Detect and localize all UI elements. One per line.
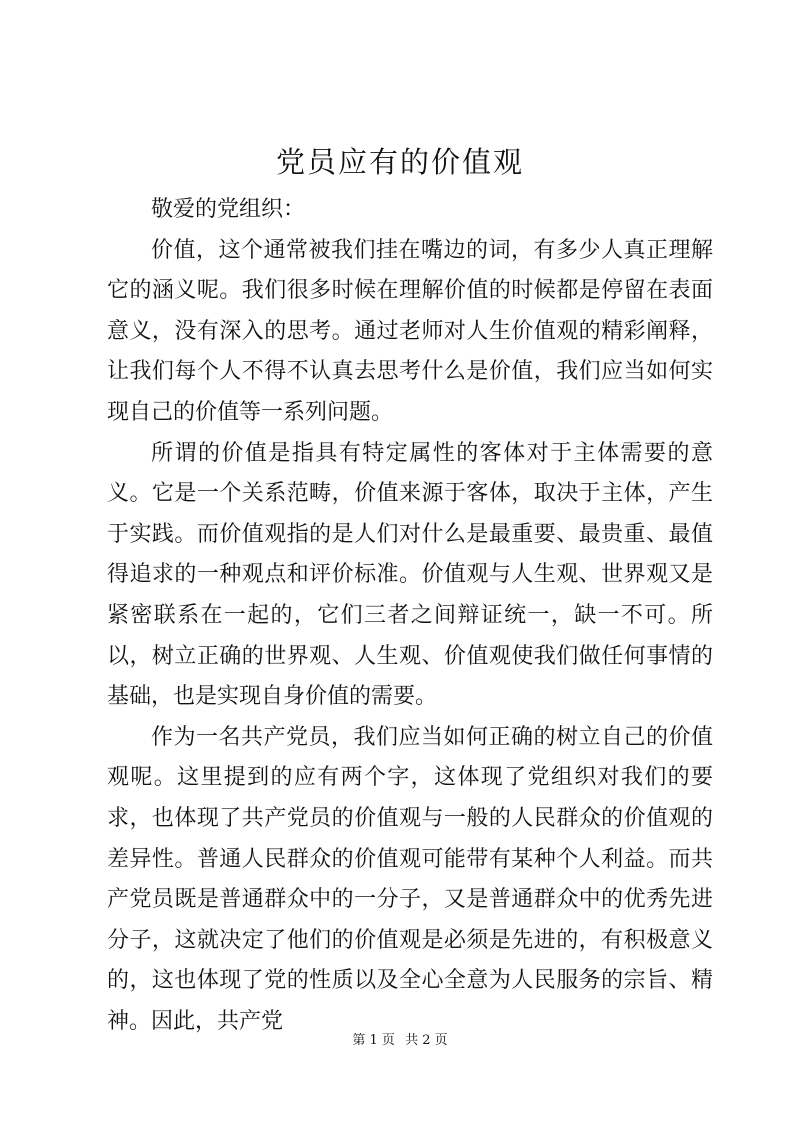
paragraph: 作为一名共产党员，我们应当如何正确的树立自己的价值观呢。这里提到的应有两个字，这体现了党组织对我们的要求，也体现了共产党员的价值观与一般的人民群众的价值观的差异性。普通人民群众的价值观可能带有某种个人利益。而共产党员既是普通群众中的一分子，又是普通群众中的优秀先进分子，这就决定了他们的价值观是必须是先进的，有积极意义的，这也体现了党的性质以及全心全意为人民服务的宗旨、精神。因此，共产党: [107, 724, 713, 1034]
page-number: 第 1 页: [352, 1033, 395, 1048]
page-footer: [0, 1031, 800, 1051]
document-body: [107, 190, 713, 1042]
paragraph: 所谓的价值是指具有特定属性的客体对于主体需要的意义。它是一个关系范畴，价值来源于客体，取决于主体，产生于实践。而价值观指的是人们对什么是最重要、最贵重、最值得追求的一种观点和评价标准。价值观与人生观、世界观又是紧密联系在一起的，它们三者之间辩证统一，缺一不可。所以，树立正确的世界观、人生观、价值观使我们做任何事情的基础，也是实现自身价值的需要。: [107, 440, 713, 710]
salutation: 敬爱的党组织：: [151, 197, 306, 222]
document-title: 党员应有的价值观: [275, 145, 524, 179]
paragraph: 价值，这个通常被我们挂在嘴边的词，有多少人真正理解它的涵义呢。我们很多时候在理解价值的时候都是停留在表面意义，没有深入的思考。通过老师对人生价值观的精彩阐释，让我们每个人不得不认真去思考什么是价值，我们应当如何实现自己的价值等一系列问题。: [107, 237, 713, 425]
page-total: 共 2 页: [405, 1033, 448, 1048]
